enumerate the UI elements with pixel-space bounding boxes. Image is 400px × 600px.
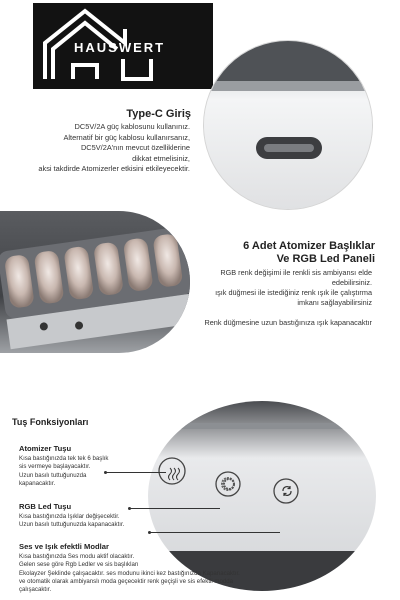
typec-title: Type-C Giriş xyxy=(126,108,191,120)
rgb-button-description: Kısa bastığınızda Işıklar değişecektir. Uzun basılı tuttuğunuzda kapanacaktır. xyxy=(19,513,125,529)
mode-button-label: Ses ve Işık efektli Modlar xyxy=(19,542,109,551)
atomizer-title-line-2: Ve RGB Led Paneli xyxy=(276,253,375,265)
button-functions-heading: Tuş Fonksiyonları xyxy=(12,417,89,427)
mode-leader-dot xyxy=(148,531,151,534)
brand-name: HAUSWERT xyxy=(74,40,166,55)
atomizer-button-label: Atomizer Tuşu xyxy=(19,444,72,453)
atomizer-button-icon[interactable] xyxy=(164,463,184,488)
atomizer-button-description: Kısa bastığınızda tek tek 6 başlık sis vermeye başlayacaktır. Uzun basılı tuttuğunuzda kapanacaktır. xyxy=(19,455,109,487)
atomizer-note: Renk düğmesine uzun bastığınıza ışık kapanacaktır xyxy=(204,318,372,327)
rgb-leader-line xyxy=(130,508,220,509)
rgb-button-label: RGB Led Tuşu xyxy=(19,502,72,511)
typec-description: DC5V/2A güç kablosunu kullanınız. Alternatif bir güç kablosu kullanırsanız, DC5V/2A'nın mevcut özelliklerine dikkat etmelisiniz, aksi takdirde Atomizerler etkisini etkileyecektir. xyxy=(38,122,190,173)
atomizer-nozzles-photo xyxy=(0,211,190,353)
rgb-led-button-icon[interactable] xyxy=(221,476,237,497)
atomizer-leader-line xyxy=(106,472,166,473)
atomizer-title xyxy=(205,240,375,266)
mode-button-description: Kısa bastığınızda Ses modu aktif olacaktır. Gelen sese göre Rgb Ledler ve sis başlıkları Ekolayzer Şeklinde çalışacaktır. ses modunu ikinci kez bastığınızda Kapanacaktır. ve otomatik olarak ambiyanslı moda geçecektir renk geçişli ve sis efektli modda çalışacaktır. xyxy=(19,553,240,594)
atomizer-description: RGB renk değişimi ile renkli sis ambiyansı elde edebilirsiniz. ışık düğmesi ile istediğiniz renk ışık ile çalıştırma imkanı sağlayabilirsiniz xyxy=(215,268,372,307)
atomizer-leader-dot xyxy=(104,471,107,474)
typec-port-photo xyxy=(203,40,373,210)
atomizer-title-line-1: 6 Adet Atomizer Başlıklar xyxy=(243,240,375,252)
mode-button-icon[interactable] xyxy=(279,483,295,504)
mode-leader-line xyxy=(150,532,280,533)
rgb-leader-dot xyxy=(128,507,131,510)
